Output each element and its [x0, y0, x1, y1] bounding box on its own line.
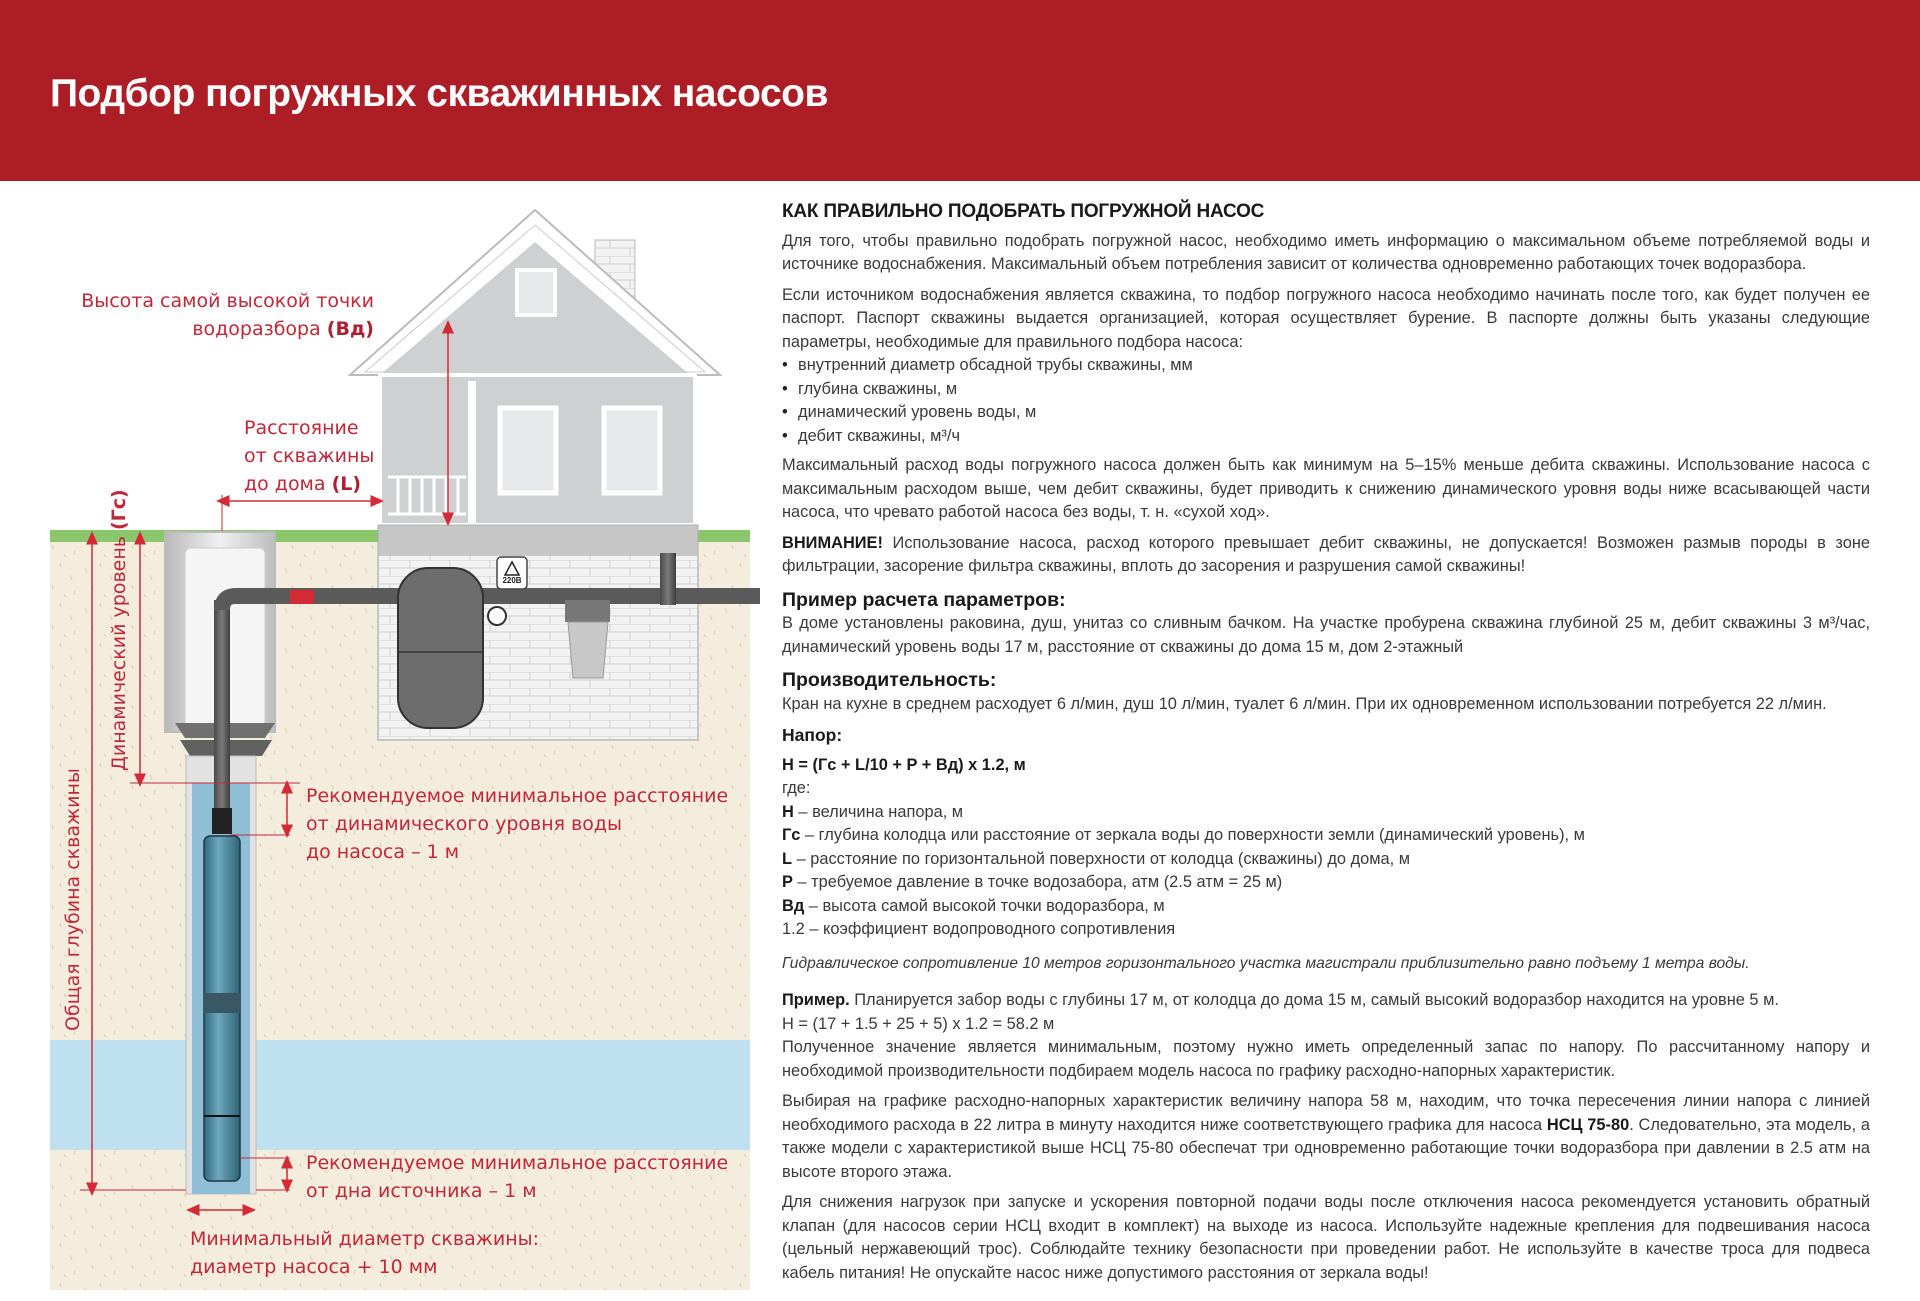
formula-legend-h: H – величина напора, м — [782, 802, 964, 821]
passport-parameters-list — [782, 354, 1870, 448]
label-dynamic-level: Динамический уровень (Гс) — [108, 489, 130, 771]
formula-legend-gs: Гс – глубина колодца или расстояние от зеркала воды до поверхности земли (динамический уровень), м — [782, 826, 1585, 844]
ball-valve — [290, 590, 314, 604]
formula-legend-coef: 1.2 – коэффициент водопроводного сопротивления — [782, 920, 1176, 938]
section-heading: КАК ПРАВИЛЬНО ПОДОБРАТЬ ПОГРУЖНОЙ НАСОС — [782, 201, 1265, 222]
intro-paragraph-1: Для того, чтобы правильно подобрать погружной насос, необходимо иметь информацию о максимальном объеме потребляемой воды и источнике водоснабжения. Максимальный объем потребления зависит от количества одновременно работающих точек водоразбора. — [782, 231, 1870, 273]
warning-paragraph: ВНИМАНИЕ! Использование насоса, расход которого превышает дебит скважины, не допускается! Возможен размыв породы в зоне фильтрации, засорение фильтра скважины, вплоть до засорения и разрушения самой скважины! — [782, 533, 1870, 575]
label-total-depth: Общая глубина скважины — [62, 768, 84, 1031]
header-banner — [0, 0, 1920, 181]
electric-sign-label: 220В — [502, 576, 522, 585]
article-text — [782, 200, 1870, 1292]
intro-paragraph-2: Если источником водоснабжения является скважина, то подбор погружного насоса необходимо начинать после того, как будет получен ее паспорт. Паспорт скважины выдается организацией, которая осуществляет бурение. В паспорте должны быть указаны следующие параметры, необходимые для правильного подбора насоса: — [782, 285, 1870, 351]
example2-calculation: H = (17 + 1.5 + 25 + 5) x 1.2 = 58.2 м — [782, 1014, 1055, 1033]
example2-result: Полученное значение является минимальным, поэтому нужно иметь определенный запас по напору. По рассчитанному напору и необходимой производительности подбираем модель насоса по графику расходно-напорных характеристик. — [782, 1038, 1870, 1080]
where-label: где: — [782, 779, 811, 797]
warning-label: ВНИМАНИЕ! — [782, 533, 883, 552]
well-pump-diagram — [0, 181, 760, 1296]
formula-legend-p: P – требуемое давление в точке водозабора, атм (2.5 атм = 25 м) — [782, 873, 1283, 891]
example-heading: Пример расчета параметров: — [782, 588, 1066, 611]
head-heading: Напор: — [782, 725, 843, 745]
model-choice-paragraph: Выбирая на графике расходно-напорных характеристик величину напора 58 м, находим, что точка пересечения линии напора с линией необходимого расхода в 22 литра в минуту находится ниже соответствующего графика для насоса НСЦ 75-80. Следовательно, эта модель, а также модели с характеристикой выше НСЦ 75-80 обеспечат три одновременно работающие точки водоразбора при давлении в 2.5 атм на высоте второго этажа. — [782, 1092, 1871, 1181]
label-min-distance-dynamic: Рекомендуемое минимальное расстояние от динамического уровня воды до насоса – 1 м — [306, 785, 729, 863]
performance-text: Кран на кухне в среднем расходует 6 л/мин, душ 10 л/мин, туалет 6 л/мин. При их одновременном использовании потребуется 22 л/мин. — [782, 694, 1827, 713]
list-item: • внутренний диаметр обсадной трубы скважины, мм — [782, 354, 1870, 378]
label-distance-to-house: Расстояние от скважины до дома (L) — [244, 417, 375, 495]
label-min-diameter: Минимальный диаметр скважины: диаметр насоса + 10 мм — [190, 1228, 540, 1278]
formula-legend-vd: Вд – высота самой высокой точки водоразбора, м — [782, 896, 1165, 915]
label-min-distance-bottom: Рекомендуемое минимальное расстояние от дна источника – 1 м — [306, 1152, 729, 1202]
label-highest-point: Высота самой высокой точки водоразбора (Вд) — [81, 290, 374, 340]
head-formula: H = (Гс + L/10 + P + Вд) x 1.2, м — [782, 755, 1026, 774]
max-flow-paragraph: Максимальный расход воды погружного насоса должен быть как минимум на 5–15% меньше дебита скважины. Использование насоса с максимальным расходом выше, чем дебит скважины, будет приводить к снижению динамического уровня воды ниже всасывающей части насоса, что чревато работой насоса без воды, т. н. «сухой ход». — [782, 456, 1870, 521]
example-text: В доме установлены раковина, душ, унитаз со сливным бачком. На участке пробурена скважина глубиной 25 м, дебит скважины 3 м³/час, динамический уровень воды 17 м, расстояние от скважины до дома 15 м, дом 2-этажный — [782, 614, 1870, 656]
performance-heading: Производительность: — [782, 669, 997, 691]
list-item: • дебит скважины, м³/ч — [782, 425, 1870, 449]
pressure-tank — [398, 568, 483, 728]
list-item: • динамический уровень воды, м — [782, 401, 1870, 425]
formula-legend-l: L – расстояние по горизонтальной поверхности от колодца (скважины) до дома, м — [782, 849, 1411, 868]
pump-model: НСЦ 75-80 — [1546, 1115, 1630, 1134]
safety-paragraph: Для снижения нагрузок при запуске и ускорения повторной подачи воды после отключения насоса рекомендуется установить обратный клапан (для насосов серии НСЦ входит в комплект) на выходе из насоса. Используйте надежные крепления для подвешивания насоса (цельный нержавеющий трос). Соблюдайте технику безопасности при проведении работ. Не используйте в качестве троса для подвеса кабель питания! Не опускайте насос ниже допустимого расстояния от зеркала воды! — [782, 1193, 1870, 1282]
list-item: • глубина скважины, м — [782, 378, 1870, 402]
hydraulic-note: Гидравлическое сопротивление 10 метров горизонтального участка магистрали приблизительно равно подъему 1 метра воды. — [782, 954, 1750, 972]
page-title: Подбор погружных скважинных насосов — [50, 72, 828, 115]
example2-paragraph: Пример. Планируется забор воды с глубины 17 м, от колодца до дома 15 м, самый высокий водоразбор находится на уровне 5 м. — [782, 991, 1779, 1009]
